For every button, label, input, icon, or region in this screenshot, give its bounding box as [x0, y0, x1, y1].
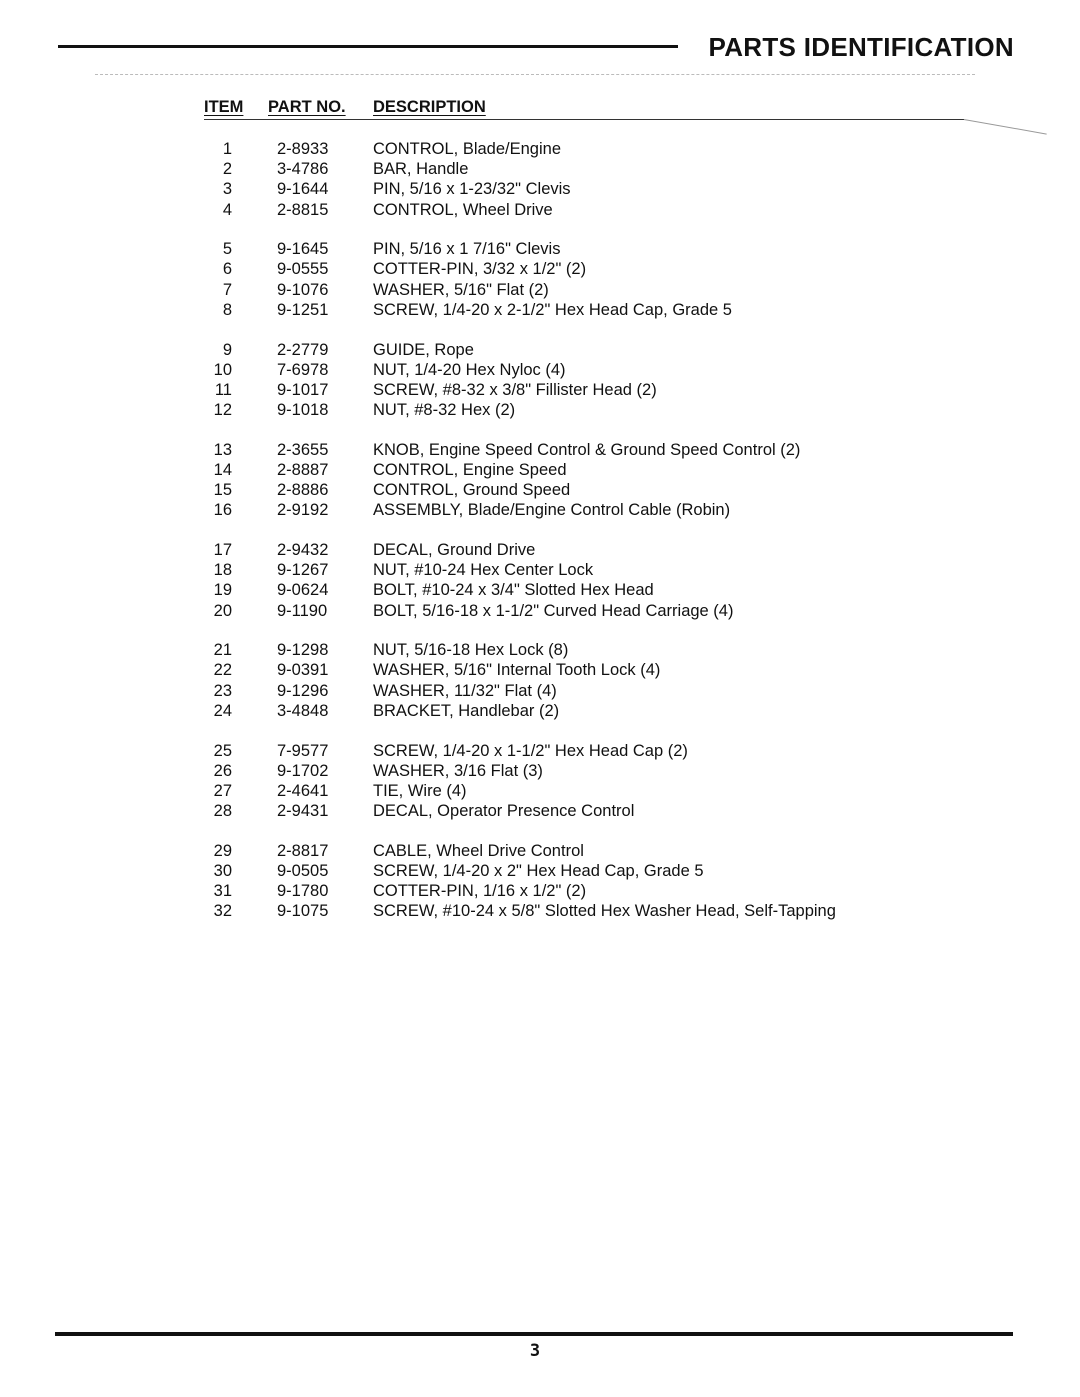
- part-description: BOLT, #10-24 x 3/4" Slotted Hex Head: [373, 581, 654, 600]
- part-description: SCREW, 1/4-20 x 2-1/2" Hex Head Cap, Grade 5: [373, 300, 732, 319]
- item-number: 32: [213, 902, 232, 921]
- table-row: [0, 660, 1080, 680]
- item-number: 11: [214, 380, 232, 399]
- table-row: [0, 300, 1080, 320]
- part-description: SCREW, 1/4-20 x 2" Hex Head Cap, Grade 5: [373, 861, 704, 880]
- item-number: 15: [213, 481, 232, 500]
- parts-group: [0, 440, 1080, 521]
- page-number: 3: [529, 1341, 541, 1361]
- table-row: [0, 340, 1080, 360]
- table-row: [0, 761, 1080, 781]
- item-number: 27: [213, 781, 232, 800]
- column-header-underline-tail: [964, 119, 1047, 135]
- faint-divider: [95, 74, 975, 75]
- part-number: 9-1644: [277, 180, 329, 199]
- part-number: 9-0555: [277, 260, 329, 279]
- part-number: 9-1702: [277, 761, 329, 780]
- item-number: 1: [222, 140, 232, 158]
- table-row: [0, 159, 1080, 179]
- parts-group: [0, 139, 1080, 220]
- item-number: 24: [213, 701, 232, 720]
- part-description: BAR, Handle: [373, 160, 469, 179]
- table-row: [0, 460, 1080, 480]
- table-row: [0, 560, 1080, 580]
- table-row: [0, 360, 1080, 380]
- part-number: 3-4848: [277, 701, 329, 720]
- item-number: 8: [222, 300, 232, 319]
- part-number: 7-6978: [277, 360, 329, 379]
- parts-group: [0, 741, 1080, 822]
- parts-group: [0, 540, 1080, 621]
- item-number: 5: [222, 240, 232, 259]
- table-row: [0, 139, 1080, 159]
- part-number: 9-1075: [277, 902, 329, 921]
- part-description: CONTROL, Wheel Drive: [373, 200, 553, 219]
- part-description: BOLT, 5/16-18 x 1-1/2" Curved Head Carriage (4): [373, 601, 734, 620]
- part-number: 2-8815: [277, 200, 329, 219]
- part-description: CONTROL, Blade/Engine: [373, 140, 562, 158]
- part-description: WASHER, 3/16 Flat (3): [373, 761, 543, 780]
- item-number: 14: [213, 460, 232, 479]
- table-row: [0, 500, 1080, 520]
- table-row: [0, 841, 1080, 861]
- part-description: WASHER, 5/16" Flat (2): [373, 280, 549, 299]
- item-number: 26: [213, 761, 232, 780]
- part-description: NUT, 1/4-20 Hex Nyloc (4): [373, 360, 566, 379]
- part-number: 9-1190: [277, 601, 328, 620]
- part-description: PIN, 5/16 x 1 7/16" Clevis: [373, 240, 561, 259]
- page-title: PARTS IDENTIFICATION: [708, 32, 1014, 62]
- part-description: DECAL, Operator Presence Control: [373, 802, 635, 821]
- part-number: 9-0391: [277, 661, 329, 680]
- part-number: 2-8886: [277, 481, 329, 500]
- part-number: 9-1645: [277, 240, 329, 259]
- table-row: [0, 640, 1080, 660]
- header-rule: [58, 45, 678, 48]
- part-description: CONTROL, Ground Speed: [373, 481, 571, 500]
- part-number: 9-1267: [277, 561, 329, 580]
- column-header-description: DESCRIPTION: [373, 98, 486, 116]
- part-number: 9-1017: [277, 380, 329, 399]
- part-number: 2-9431: [277, 802, 329, 821]
- part-description: KNOB, Engine Speed Control & Ground Speed Control (2): [373, 440, 801, 459]
- part-number: 7-9577: [277, 741, 329, 760]
- part-number: 2-3655: [277, 440, 329, 459]
- table-row: [0, 400, 1080, 420]
- part-number: 9-1780: [277, 882, 329, 901]
- column-headers: [0, 98, 1080, 120]
- part-number: 2-2779: [277, 340, 329, 359]
- part-description: PIN, 5/16 x 1-23/32" Clevis: [373, 180, 571, 199]
- table-row: [0, 580, 1080, 600]
- item-number: 6: [222, 260, 232, 279]
- item-number: 18: [213, 561, 232, 580]
- part-description: GUIDE, Rope: [373, 340, 474, 359]
- part-number: 9-1018: [277, 401, 329, 420]
- table-row: [0, 200, 1080, 220]
- part-description: NUT, 5/16-18 Hex Lock (8): [373, 641, 569, 660]
- column-header-item: ITEM: [204, 98, 244, 116]
- part-number: 2-8933: [277, 140, 329, 158]
- part-number: 9-0505: [277, 861, 329, 880]
- part-description: ASSEMBLY, Blade/Engine Control Cable (Robin): [373, 501, 731, 520]
- table-row: [0, 440, 1080, 460]
- table-row: [0, 380, 1080, 400]
- part-number: 2-8817: [277, 841, 329, 860]
- item-number: 12: [213, 401, 232, 420]
- part-description: NUT, #10-24 Hex Center Lock: [373, 561, 594, 580]
- part-number: 9-0624: [277, 581, 329, 600]
- part-description: CONTROL, Engine Speed: [373, 460, 567, 479]
- table-row: [0, 861, 1080, 881]
- part-description: WASHER, 5/16" Internal Tooth Lock (4): [373, 661, 661, 680]
- item-number: 9: [222, 340, 232, 359]
- table-row: [0, 601, 1080, 621]
- part-description: TIE, Wire (4): [373, 781, 467, 800]
- item-number: 2: [222, 160, 232, 179]
- item-number: 31: [213, 882, 232, 901]
- column-header-part-no: PART NO.: [268, 98, 346, 116]
- table-row: [0, 540, 1080, 560]
- item-number: 17: [213, 541, 232, 559]
- part-description: COTTER-PIN, 3/32 x 1/2" (2): [373, 260, 587, 279]
- table-row: [0, 480, 1080, 500]
- item-number: 10: [213, 360, 232, 379]
- table-row: [0, 179, 1080, 199]
- part-description: CABLE, Wheel Drive Control: [373, 841, 584, 860]
- column-header-underline: [204, 119, 964, 120]
- part-description: COTTER-PIN, 1/16 x 1/2" (2): [373, 882, 587, 901]
- table-row: [0, 681, 1080, 701]
- part-description: SCREW, #8-32 x 3/8" Fillister Head (2): [373, 380, 657, 399]
- item-number: 22: [213, 661, 232, 680]
- parts-group: [0, 841, 1080, 922]
- part-description: SCREW, #10-24 x 5/8" Slotted Hex Washer Head, Self-Tapping: [373, 902, 836, 921]
- item-number: 25: [213, 741, 232, 760]
- part-number: 2-9192: [277, 501, 329, 520]
- item-number: 23: [213, 681, 232, 700]
- part-number: 9-1298: [277, 641, 329, 660]
- part-number: 2-4641: [277, 781, 329, 800]
- part-description: DECAL, Ground Drive: [373, 541, 536, 559]
- item-number: 20: [213, 601, 232, 620]
- parts-group: [0, 239, 1080, 320]
- table-row: [0, 259, 1080, 279]
- part-number: 3-4786: [277, 160, 329, 179]
- item-number: 13: [213, 440, 232, 459]
- item-number: 7: [222, 280, 232, 299]
- item-number: 28: [213, 802, 232, 821]
- part-number: 9-1296: [277, 681, 329, 700]
- table-row: [0, 901, 1080, 921]
- item-number: 16: [213, 501, 232, 520]
- part-description: NUT, #8-32 Hex (2): [373, 401, 516, 420]
- table-row: [0, 881, 1080, 901]
- part-number: 2-8887: [277, 460, 329, 479]
- table-row: [0, 781, 1080, 801]
- part-description: WASHER, 11/32" Flat (4): [373, 681, 557, 700]
- parts-group: [0, 340, 1080, 421]
- part-number: 9-1251: [277, 300, 329, 319]
- part-number: 2-9432: [277, 541, 329, 559]
- table-row: [0, 741, 1080, 761]
- item-number: 30: [213, 861, 232, 880]
- table-row: [0, 701, 1080, 721]
- table-row: [0, 280, 1080, 300]
- item-number: 3: [222, 180, 232, 199]
- item-number: 21: [213, 641, 232, 660]
- parts-list: [0, 139, 1080, 941]
- table-row: [0, 801, 1080, 821]
- item-number: 4: [222, 200, 232, 219]
- footer-rule: [55, 1332, 1013, 1336]
- table-row: [0, 239, 1080, 259]
- part-description: SCREW, 1/4-20 x 1-1/2" Hex Head Cap (2): [373, 741, 688, 760]
- part-number: 9-1076: [277, 280, 329, 299]
- parts-group: [0, 640, 1080, 721]
- item-number: 29: [213, 841, 232, 860]
- item-number: 19: [213, 581, 232, 600]
- part-description: BRACKET, Handlebar (2): [373, 701, 560, 720]
